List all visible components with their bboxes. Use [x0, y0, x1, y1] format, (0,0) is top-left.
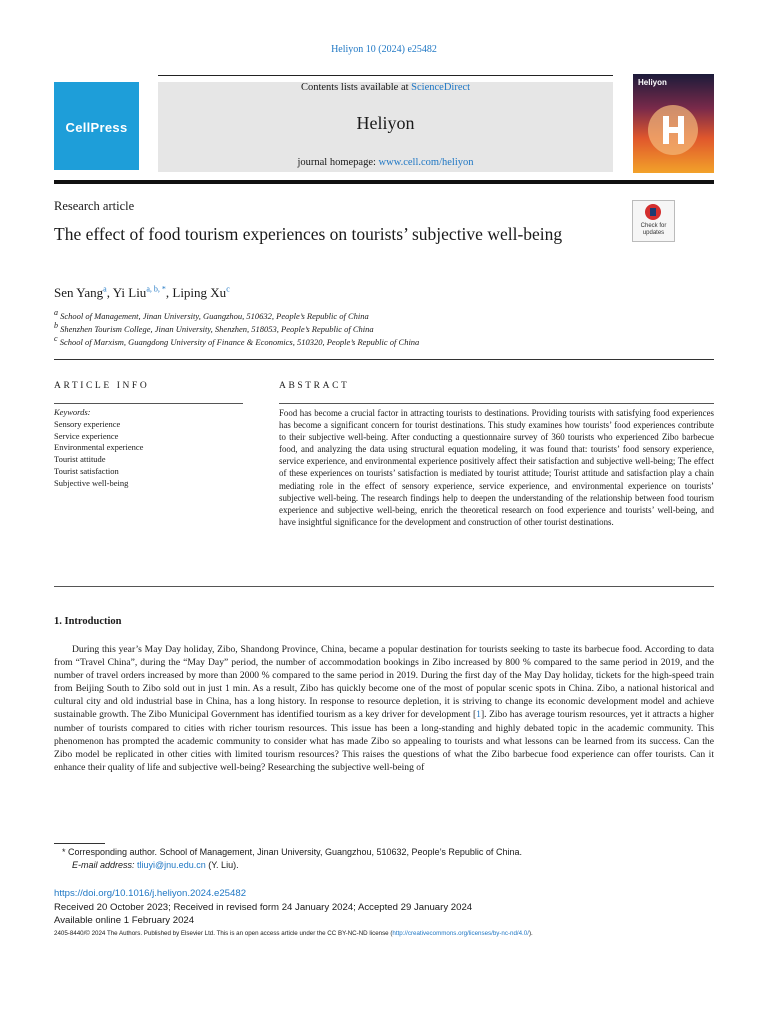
cover-title: Heliyon	[638, 78, 667, 87]
affiliation-mark: a	[54, 308, 58, 318]
journal-cover-image[interactable]	[633, 74, 714, 173]
contents-prefix: Contents lists available at	[300, 82, 412, 93]
intro-text-part: During this year’s May Day holiday, Zibo, Shandong Province, China, became a popular destination for tourists seeking to taste its barbecue food. According to data from “Travel China”, during the “May Day” period, the number of accommodation bookings in Zibo increased by 800 % compared to the same period in 2019, and the number of travel orders increased by more than 2000 % compared to the same period in 2019. During the first day of the May Day holiday, tickets for the high-speed train from Beijing South to Zibo sold out in just 1 min. As a result, Zibo has quickly become one of the most of popular scenic spots in China. Zibo, a national historical and cultural city and old industrial base in China, has a long history. In response to resource depletion, it is striving to change its economic development model and achieve sustainable growth. The Zibo Municipal Government has identified tourism as a key driver for development [	[54, 644, 714, 721]
author-name: Sen Yang	[54, 285, 104, 300]
email-note	[72, 860, 239, 870]
affiliation-text: School of Management, Jinan University, Guangzhou, 510632, People’s Republic of China	[60, 311, 369, 321]
cover-graphic	[633, 74, 714, 173]
section-heading: 1. Introduction	[54, 616, 122, 627]
intro-paragraph	[54, 643, 714, 774]
article-info-heading: ARTICLE INFO	[54, 381, 150, 391]
affiliation-item	[54, 310, 419, 323]
check-updates-icon	[645, 204, 661, 220]
abstract-rule	[279, 403, 714, 404]
homepage-prefix: journal homepage:	[297, 157, 379, 168]
author-name: Liping Xu	[172, 285, 227, 300]
keyword-item: Subjective well-being	[54, 477, 129, 488]
corresponding-author-note: * Corresponding author. School of Management, Jinan University, Guangzhou, 510632, People’s Republic of China.	[62, 847, 522, 857]
header-bottom-rule	[54, 180, 714, 184]
author-name: Yi Liu	[112, 285, 147, 300]
affiliation-text: School of Marxism, Guangdong University of Finance & Economics, 510320, People’s Republic of China	[59, 337, 420, 347]
email-link[interactable]: tliuyi@jnu.edu.cn	[137, 860, 206, 870]
email-label: E-mail address:	[72, 860, 138, 870]
keyword-item: Service experience	[54, 430, 119, 441]
section-divider	[54, 359, 714, 360]
journal-reference[interactable]: Heliyon 10 (2024) e25482	[331, 44, 437, 55]
affiliation-text: Shenzhen Tourism College, Jinan University, Shenzhen, 518053, People’s Republic of China	[60, 324, 374, 334]
sciencedirect-link[interactable]: ScienceDirect	[411, 82, 471, 93]
affiliation-mark: b	[54, 321, 58, 331]
author-list	[54, 285, 230, 301]
header-top-rule	[158, 75, 613, 76]
affiliations	[54, 310, 419, 349]
author-sep: ,	[106, 285, 113, 300]
article-info-rule	[54, 403, 243, 404]
article-type: Research article	[54, 199, 135, 213]
intro-text-part: ]. Zibo has average tourism resources, yet it attracts a higher number of tourists compared to cities with richer tourism resources. This issue has been a long-standing and highly debated topic in the academic community. This phenomenon has prompted the academic community to consider what has made Zibo so appealing to tourists and what lessons can be learned from its success. Can the Zibo model be replicated in other cities with limited tourism resources? This raises the questions of what the Zibo barbecue food experience can offer tourists. Can it enhance their quality of life and subjective well-being? Researching the subjective well-being of	[54, 709, 714, 773]
keywords-list	[54, 407, 143, 490]
author-affil-mark[interactable]: c	[226, 284, 230, 294]
author-sep: ,	[165, 285, 173, 300]
cellpress-logo-text: CellPress	[65, 120, 128, 135]
abstract-heading: ABSTRACT	[279, 381, 350, 391]
license-line	[54, 930, 533, 937]
license-link[interactable]: http://creativecommons.org/licenses/by-nc-nd/4.0/	[392, 930, 529, 937]
keywords-label: Keywords:	[54, 407, 91, 417]
license-suffix: ).	[528, 930, 533, 937]
check-for-updates-button[interactable]	[632, 200, 675, 242]
footnote-rule	[54, 843, 105, 844]
journal-title: Heliyon	[356, 113, 415, 133]
keyword-item: Environmental experience	[54, 442, 144, 453]
license-prefix: 2405-8440/© 2024 The Authors. Published by Elsevier Ltd. This is an open access article under the CC BY-NC-ND license (	[54, 930, 393, 937]
doi-link[interactable]: https://doi.org/10.1016/j.heliyon.2024.e25482	[54, 888, 247, 899]
homepage-line	[158, 157, 613, 168]
keyword-item: Tourist attitude	[54, 454, 106, 465]
online-date: Available online 1 February 2024	[54, 915, 195, 926]
check-updates-label: Check for updates	[640, 223, 667, 236]
contents-line	[158, 82, 613, 93]
abstract-text: Food has become a crucial factor in attracting tourists to destinations. Providing tourists with satisfying food experiences has become a significant concern for tourist destinations. This study examines how tourists’ food experiences contribute to their subjective well-being. After conducting a questionnaire survey of 360 tourists who experienced Zibo barbecue food, and analyzing the data using structural equation modeling, it was found that: tourists’ food sensory experience, service experience, and environmental experience positively affect their satisfaction and subjective well-being; The effect of these experiences on tourists’ satisfaction is mediated by tourist attitude; Tourist attitude and satisfaction play a chain mediating role in the effect of sensory experience, service experience, and environmental experience on tourists’ subjective well-being. The research findings help to deepen the understanding of the relationship between food tourism experience and subjective well-being, enrich the theoretical research on food experience and tourists’ well-being, and have insightful significance for the development and construction of other tourist destinations.	[279, 408, 714, 527]
email-suffix: (Y. Liu).	[205, 860, 239, 870]
affiliation-item	[54, 323, 419, 336]
cellpress-logo[interactable]	[54, 82, 139, 170]
author-affil-mark[interactable]: a, b, *	[146, 284, 166, 294]
affiliation-mark: c	[54, 334, 58, 344]
affiliation-item	[54, 336, 419, 349]
doi-line	[54, 888, 246, 899]
citation-link[interactable]: 1	[476, 709, 481, 721]
homepage-link[interactable]: www.cell.com/heliyon	[378, 157, 474, 168]
article-title: The effect of food tourism experiences on tourists’ subjective well-being	[54, 224, 563, 244]
keyword-item: Sensory experience	[54, 418, 121, 429]
author-affil-mark[interactable]: a	[103, 284, 107, 294]
abstract-bottom-rule	[54, 586, 714, 587]
keyword-item: Tourist satisfaction	[54, 465, 119, 476]
received-dates: Received 20 October 2023; Received in revised form 24 January 2024; Accepted 29 January 2024	[54, 902, 473, 913]
